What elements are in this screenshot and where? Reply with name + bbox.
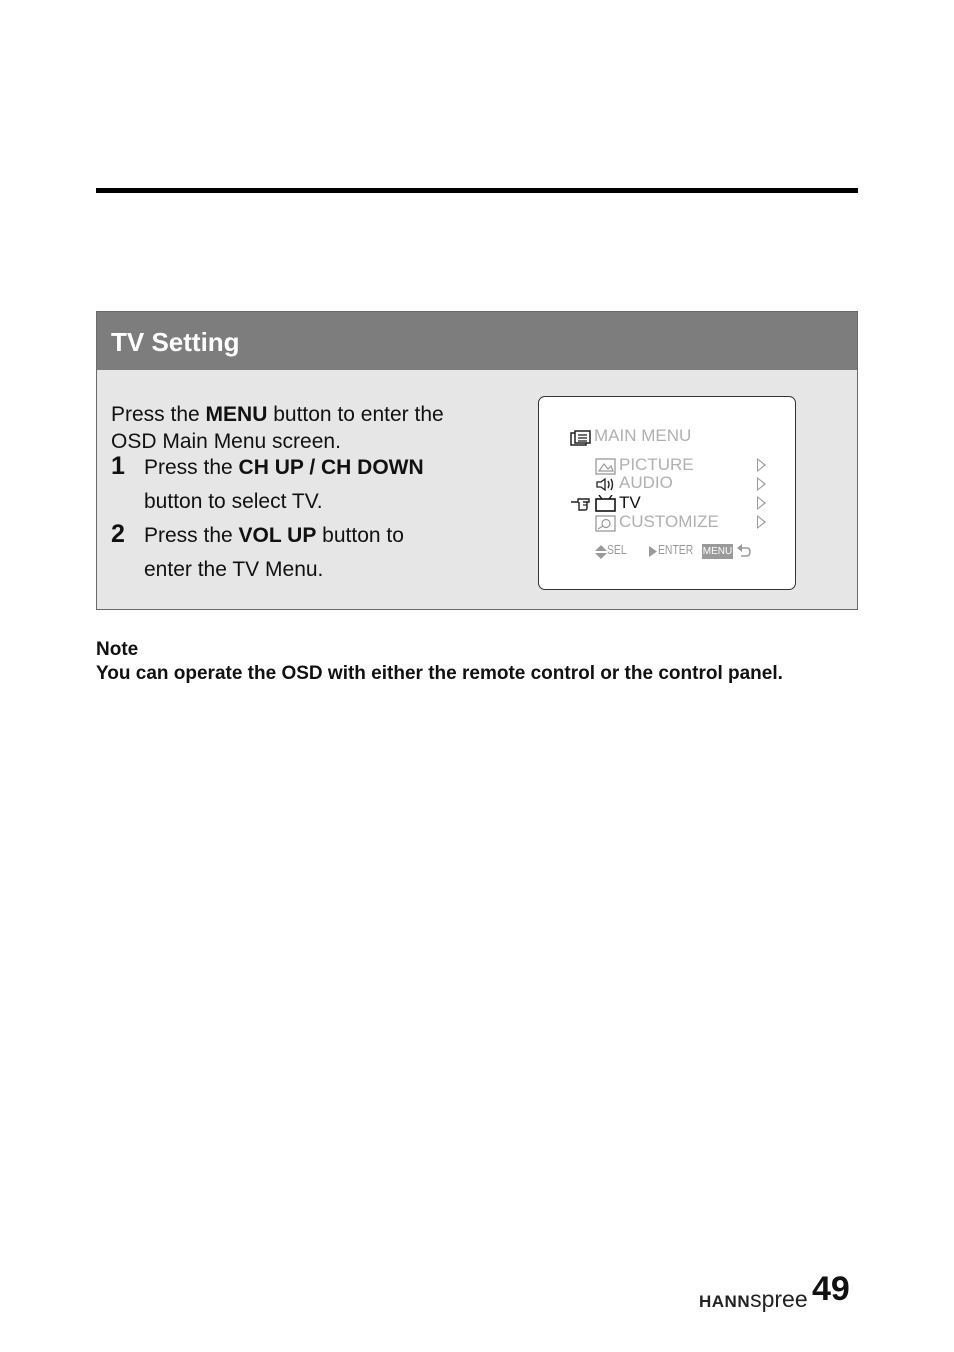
up-down-arrow-icon (595, 545, 607, 559)
osd-item-label: TV (619, 493, 641, 512)
speaker-icon (595, 477, 616, 492)
menu-key-badge: MENU (702, 546, 733, 557)
intro-prefix: Press the (111, 403, 206, 426)
note-title: Note (96, 639, 139, 660)
osd-item-label: PICTURE (619, 455, 694, 474)
intro-suffix: button to enter the OSD Main Menu screen. (111, 403, 444, 453)
step-prefix: Press the (144, 524, 239, 547)
return-arrow-icon (736, 544, 751, 558)
top-rule (96, 188, 858, 193)
osd-item-label: AUDIO (619, 473, 673, 492)
step-prefix: Press the (144, 456, 239, 479)
step-line-2: button to select TV. (144, 490, 323, 513)
customize-icon (595, 515, 616, 532)
step-key: VOL UP (238, 524, 317, 547)
intro-text (111, 401, 491, 455)
tv-setting-panel (96, 311, 858, 610)
step-key: CH UP / CH DOWN (238, 456, 424, 479)
section-title: TV Setting (111, 327, 240, 357)
picture-icon (595, 458, 616, 475)
step-number: 2 (111, 520, 125, 548)
note-body: You can operate the OSD with either the remote control or the control panel. (96, 663, 783, 684)
osd-main-menu-illustration (538, 396, 796, 590)
submenu-arrow-icon (757, 496, 766, 510)
osd-title: MAIN MENU (594, 426, 692, 445)
brand-bold: HANN (699, 1292, 751, 1311)
submenu-arrow-icon (757, 515, 766, 529)
page-number: 49 (812, 1270, 850, 1308)
right-arrow-icon (649, 546, 657, 557)
nav-enter-label: ENTER (658, 542, 694, 557)
step-suffix: button to (316, 524, 404, 547)
osd-item-label: CUSTOMIZE (619, 512, 719, 531)
brand-logo (699, 1286, 808, 1313)
submenu-arrow-icon (757, 458, 766, 472)
submenu-arrow-icon (757, 477, 766, 491)
tv-icon (595, 495, 616, 512)
main-menu-icon (570, 430, 592, 447)
step-line-2: enter the TV Menu. (144, 558, 324, 581)
step-line-1 (144, 456, 424, 480)
pointing-hand-icon (570, 496, 592, 512)
nav-select-label: SEL (607, 542, 627, 557)
step-number: 1 (111, 452, 125, 480)
step-line-1 (144, 524, 404, 548)
panel-header (97, 312, 857, 370)
brand-light: spree (750, 1286, 808, 1312)
intro-key: MENU (205, 403, 268, 426)
